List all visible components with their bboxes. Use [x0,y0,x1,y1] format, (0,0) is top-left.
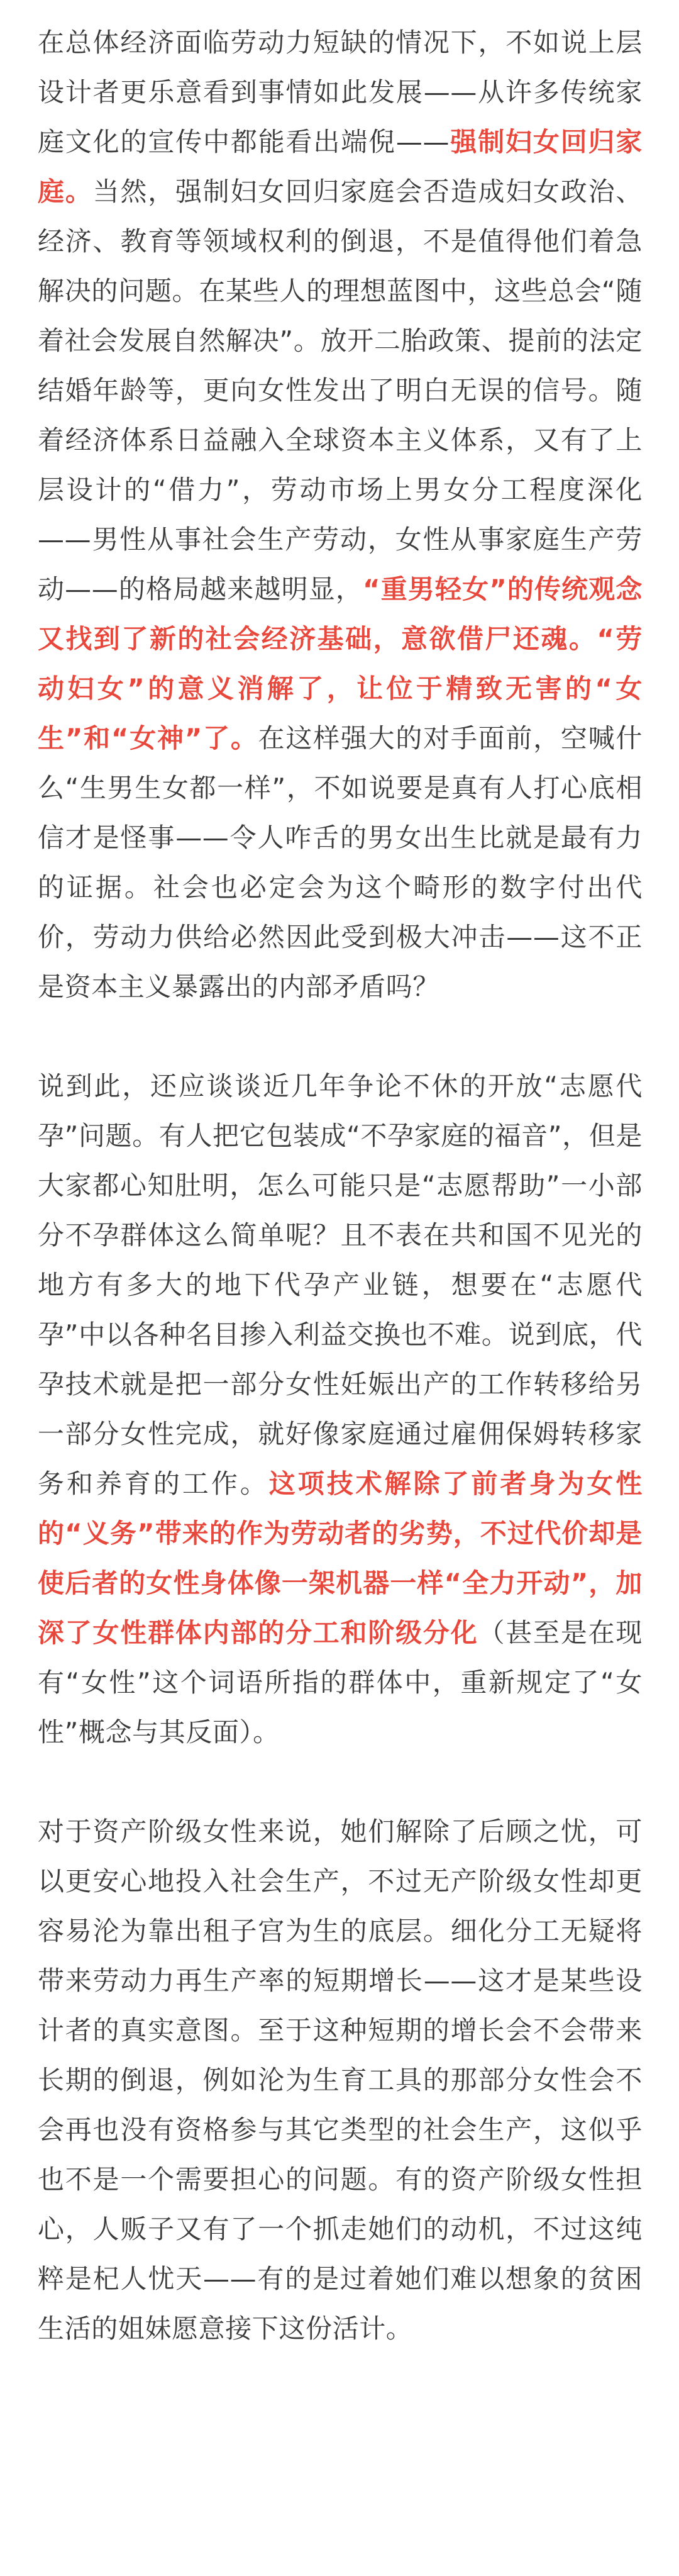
text-segment: 说到此，还应谈谈近几年争论不休的开放“志愿代孕”问题。有人把它包装成“不孕家庭的福音”，但是大家都心知肚明，怎么可能只是“志愿帮助”一小部分不孕群体这么简单呢？且不表在共和国不见光的地方有多大的地下代孕产业链，想要在“志愿代孕”中以各种名目掺入利益交换也不难。说到底，代孕技术就是把一部分女性妊娠出产的工作转移给另一部分女性完成，就好像家庭通过雇佣保姆转移家务和养育的工作。 [38,1071,643,1499]
text-segment: 对于资产阶级女性来说，她们解除了后顾之忧，可以更安心地投入社会生产，不过无产阶级女性却更容易沦为靠出租子宫为生的底层。细化分工无疑将带来劳动力再生产率的短期增长——这才是某些设计者的真实意图。至于这种短期的增长会不会带来长期的倒退，例如沦为生育工具的那部分女性会不会再也没有资格参与其它类型的社会生产，这似乎也不是一个需要担心的问题。有的资产阶级女性担心，人贩子又有了一个抓走她们的动机，不过这纯粹是杞人忧天——有的是过着她们难以想象的贫困生活的姐妹愿意接下这份活计。 [38,1816,643,2344]
paragraph-1 [38,18,643,1012]
highlight-segment: 这项技术解除了前者身为女性的“义务”带来的作为劳动者的劣势，不过代价却是使后者的女性身体像一架机器一样“全力开动”，加深了女性群体内部的分工和阶级分化 [38,1468,643,1648]
paragraph-2 [38,1061,643,1757]
text-segment: 当然，强制妇女回归家庭会否造成妇女政治、经济、教育等领域权利的倒退，不是值得他们着急解决的问题。在某些人的理想蓝图中，这些总会“随着社会发展自然解决”。放开二胎政策、提前的法定结婚年龄等，更向女性发出了明白无误的信号。随着经济体系日益融入全球资本主义体系，又有了上层设计的“借力”，劳动市场上男女分工程度深化——男性从事社会生产劳动，女性从事家庭生产劳动——的格局越来越明显， [38,176,643,605]
highlight-segment: 强制妇女回归家庭。 [38,126,643,207]
paragraph-3 [38,1807,643,2353]
text-segment: 在总体经济面临劳动力短缺的情况下，不如说上层设计者更乐意看到事情如此发展——从许多传统家庭文化的宣传中都能看出端倪—— [38,27,643,157]
article-body [38,18,643,2403]
text-segment: （甚至是在现有“女性”这个词语所指的群体中，重新规定了“女性”概念与其反面）。 [38,1617,643,1748]
text-segment: 在这样强大的对手面前，空喊什么“生男生女都一样”，不如说要是真有人打心底相信才是怪事——令人咋舌的男女出生比就是最有力的证据。社会也必定会为这个畸形的数字付出代价，劳动力供给必然因此受到极大冲击——这不正是资本主义暴露出的内部矛盾吗？ [38,723,643,1002]
highlight-segment: “重男轻女”的传统观念又找到了新的社会经济基础，意欲借尸还魂。“劳动妇女”的意义消解了，让位于精致无害的“女生”和“女神”了。 [38,574,643,754]
